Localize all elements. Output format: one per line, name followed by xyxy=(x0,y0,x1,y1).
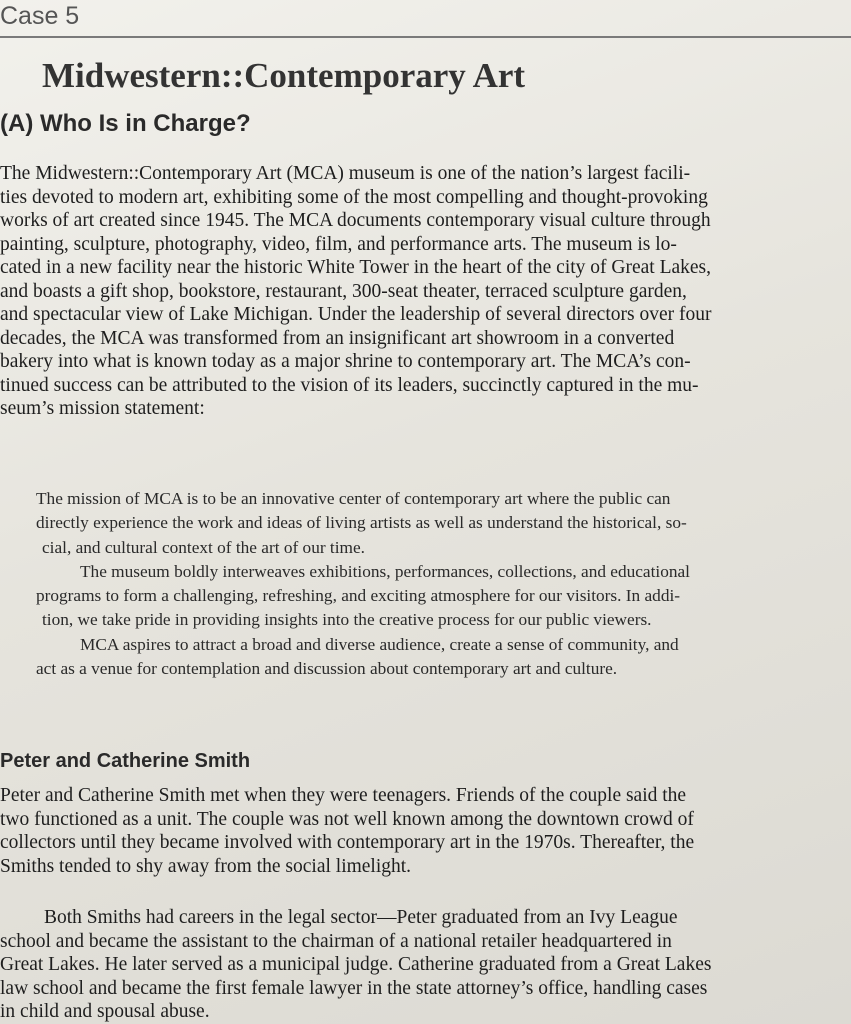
text-line: in child and spousal abuse. xyxy=(0,1001,210,1022)
text-line: seum’s mission statement: xyxy=(0,398,205,419)
text-line: Peter and Catherine Smith met when they were teenagers. Friends of the couple said the xyxy=(0,785,687,806)
text-line: Smiths tended to shy away from the social limelight. xyxy=(0,855,412,877)
text-line: The Midwestern::Contemporary Art (MCA) museum is one of the nation’s largest facili- xyxy=(0,163,691,184)
section-subhead: (A) Who Is in Charge? xyxy=(0,110,251,137)
text-line: two functioned as a unit. The couple was not well known among the downtown crowd of xyxy=(0,808,694,830)
smith-paragraph-1 xyxy=(0,784,851,878)
text-line: cated in a new facility near the historic White Tower in the heart of the city of Great Lakes, xyxy=(0,257,712,278)
text-line: bakery into what is known today as a major shrine to contemporary art. The MCA’s con- xyxy=(0,351,691,372)
quote-line: MCA aspires to attract a broad and diverse audience, create a sense of community, and xyxy=(80,634,679,654)
text-line: works of art created since 1945. The MCA documents contemporary visual culture through xyxy=(0,210,711,231)
intro-paragraph xyxy=(0,162,851,421)
text-line: school and became the assistant to the chairman of a national retailer headquartered in xyxy=(0,930,672,952)
text-line: ties devoted to modern art, exhibiting some of the most compelling and thought-provoking xyxy=(0,186,708,208)
mission-statement-quote xyxy=(36,487,836,681)
quote-line: The museum boldly interweaves exhibitions, performances, collections, and educational xyxy=(80,561,690,581)
text-line: Both Smiths had careers in the legal sector—Peter graduated from an Ivy League xyxy=(44,907,678,928)
text-line: and boasts a gift shop, bookstore, restaurant, 300-seat theater, terraced sculpture garden, xyxy=(0,280,687,302)
quote-line: directly experience the work and ideas of living artists as well as understand the historical, so- xyxy=(36,513,687,533)
text-line: law school and became the first female lawyer in the state attorney’s office, handling cases xyxy=(0,977,708,999)
text-line: collectors until they became involved with contemporary art in the 1970s. Thereafter, the xyxy=(0,832,695,853)
smith-paragraph-2 xyxy=(0,906,851,1024)
section-heading: Peter and Catherine Smith xyxy=(0,750,251,772)
text-line: decades, the MCA was transformed from an insignificant art showroom in a converted xyxy=(0,327,675,349)
case-label: Case 5 xyxy=(0,2,80,30)
text-line: painting, sculpture, photography, video, film, and performance arts. The museum is lo- xyxy=(0,233,677,255)
text-line: and spectacular view of Lake Michigan. Under the leadership of several directors over four xyxy=(0,304,712,325)
text-line: Great Lakes. He later served as a municipal judge. Catherine graduated from a Great Lakes xyxy=(0,954,712,975)
quote-line: programs to form a challenging, refreshing, and exciting atmosphere for our visitors. In addi- xyxy=(36,586,681,606)
quote-line: act as a venue for contemplation and discussion about contemporary art and culture. xyxy=(36,659,618,679)
quote-line: The mission of MCA is to be an innovative center of contemporary art where the public can xyxy=(36,489,671,508)
quote-line: cial, and cultural context of the art of our time. xyxy=(42,537,365,557)
text-line: tinued success can be attributed to the vision of its leaders, succinctly captured in the mu- xyxy=(0,374,699,396)
page-title: Midwestern::Contemporary Art xyxy=(42,56,526,95)
header-rule xyxy=(0,36,851,38)
quote-line: tion, we take pride in providing insights into the creative process for our public viewers. xyxy=(42,610,652,630)
